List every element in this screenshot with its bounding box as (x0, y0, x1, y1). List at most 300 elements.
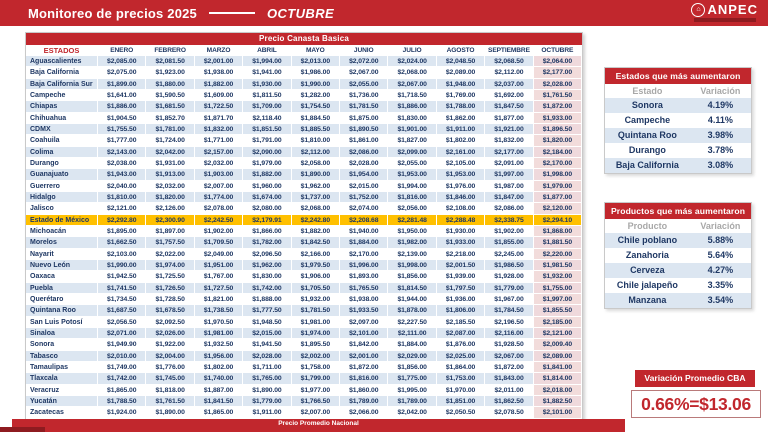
price-cell: $2,032.00 (146, 181, 194, 192)
price-cell: $1,788.50 (98, 396, 146, 407)
state-cell: Michoacán (26, 226, 98, 237)
price-cell: $1,755.50 (98, 124, 146, 135)
price-cell: $1,962.00 (243, 260, 291, 271)
products-increase-panel (604, 202, 752, 309)
products-panel-title: Productos que más aumentaron (605, 203, 751, 219)
price-cell: $1,847.00 (485, 192, 533, 203)
price-cell: $2,050.50 (437, 407, 485, 418)
price-cell: $2,218.00 (437, 249, 485, 260)
price-cell: $1,977.00 (292, 385, 340, 396)
price-cell: $2,120.00 (534, 203, 582, 214)
logo-tagline-strip (694, 18, 756, 22)
price-cell: $1,846.00 (437, 192, 485, 203)
price-cell: $1,821.00 (195, 294, 243, 305)
price-cell: $2,068.50 (485, 56, 533, 67)
price-cell: $1,865.00 (195, 407, 243, 418)
price-cell: $1,757.50 (146, 237, 194, 248)
price-cell: $1,678.50 (146, 305, 194, 316)
table-row (26, 203, 582, 214)
price-cell: $1,765.50 (340, 283, 388, 294)
column-header-febrero: FEBRERO (146, 45, 194, 56)
panel-label: Durango (628, 145, 666, 155)
panel-row (605, 98, 751, 113)
price-cell: $2,001.50 (437, 260, 485, 271)
price-cell: $2,078.50 (485, 407, 533, 418)
price-cell: $1,855.50 (534, 305, 582, 316)
table-row (26, 113, 582, 124)
price-cell: $2,007.00 (292, 407, 340, 418)
price-cell: $1,842.50 (292, 237, 340, 248)
price-cell: $1,877.00 (485, 113, 533, 124)
price-cell: $2,288.48 (437, 215, 485, 226)
state-cell: CDMX (26, 124, 98, 135)
price-cell: $2,089.00 (437, 67, 485, 78)
price-cell: $1,882.00 (195, 79, 243, 90)
price-cell: $2,040.00 (98, 181, 146, 192)
price-cell: $1,740.00 (195, 373, 243, 384)
table-row (26, 362, 582, 373)
price-cell: $1,851.50 (243, 124, 291, 135)
state-cell: Aguascalientes (26, 56, 98, 67)
price-cell: $1,890.50 (340, 124, 388, 135)
price-cell: $1,994.00 (243, 56, 291, 67)
price-cell: $1,871.70 (195, 113, 243, 124)
price-cell: $2,281.48 (388, 215, 436, 226)
price-cell: $1,886.00 (388, 101, 436, 112)
panel-value: 5.88% (707, 235, 734, 245)
products-panel-col-variacion: Variación (700, 221, 741, 231)
table-row (26, 351, 582, 362)
price-cell: $2,121.00 (98, 203, 146, 214)
state-cell: Durango (26, 158, 98, 169)
price-cell: $1,832.00 (195, 124, 243, 135)
price-cell: $1,997.00 (485, 169, 533, 180)
price-cell: $2,025.00 (437, 351, 485, 362)
table-row (26, 373, 582, 384)
price-cell: $1,990.00 (292, 79, 340, 90)
price-cell: $2,011.00 (485, 385, 533, 396)
price-cell: $1,895.50 (292, 339, 340, 350)
price-cell: $1,960.00 (243, 181, 291, 192)
column-header-junio: JUNIO (340, 45, 388, 56)
price-cell: $2,300.90 (146, 215, 194, 226)
column-header-julio: JULIO (388, 45, 436, 56)
price-cell: $2,101.00 (340, 328, 388, 339)
price-cell: $1,886.00 (98, 101, 146, 112)
price-cell: $2,090.00 (243, 147, 291, 158)
price-cell: $2,042.00 (146, 147, 194, 158)
table-row (26, 124, 582, 135)
price-cell: $2,196.50 (485, 317, 533, 328)
price-cell: $2,116.00 (485, 328, 533, 339)
price-table (25, 32, 583, 420)
table-row (26, 249, 582, 260)
price-cell: $1,885.50 (292, 124, 340, 135)
price-cell: $1,781.50 (292, 305, 340, 316)
price-cell: $1,997.00 (534, 294, 582, 305)
price-cell: $1,953.00 (437, 169, 485, 180)
price-cell: $2,111.00 (388, 328, 436, 339)
price-cell: $1,888.00 (243, 294, 291, 305)
price-cell: $1,967.00 (485, 294, 533, 305)
price-cell: $1,738.50 (195, 305, 243, 316)
price-cell: $1,878.00 (388, 305, 436, 316)
price-cell: $1,806.00 (437, 305, 485, 316)
price-cell: $1,882.00 (292, 226, 340, 237)
price-cell: $1,725.50 (146, 271, 194, 282)
price-cell: $1,930.00 (437, 226, 485, 237)
price-cell: $1,711.00 (243, 362, 291, 373)
price-cell: $1,782.00 (243, 237, 291, 248)
price-cell: $1,776.00 (146, 362, 194, 373)
price-cell: $2,042.00 (388, 407, 436, 418)
price-cell: $2,067.00 (340, 67, 388, 78)
price-cell: $2,022.00 (146, 249, 194, 260)
price-cell: $1,856.00 (388, 271, 436, 282)
price-cell: $1,820.00 (534, 135, 582, 146)
price-cell: $1,784.50 (485, 305, 533, 316)
price-cell: $2,185.00 (534, 317, 582, 328)
price-cell: $1,865.00 (98, 385, 146, 396)
price-cell: $1,724.00 (146, 135, 194, 146)
price-cell: $2,242.80 (292, 215, 340, 226)
price-cell: $1,753.00 (437, 373, 485, 384)
panel-value: 4.19% (707, 100, 734, 110)
price-cell: $2,009.40 (534, 339, 582, 350)
price-cell: $1,930.00 (243, 79, 291, 90)
table-row (26, 305, 582, 316)
price-cell: $2,179.91 (243, 215, 291, 226)
price-cell: $1,855.00 (485, 237, 533, 248)
price-cell: $1,736.00 (340, 90, 388, 101)
price-cell: $1,781.50 (340, 101, 388, 112)
price-cell: $2,121.00 (534, 328, 582, 339)
state-cell: Guerrero (26, 181, 98, 192)
state-cell: Sonora (26, 339, 98, 350)
price-cell: $2,292.80 (98, 215, 146, 226)
table-row (26, 339, 582, 350)
price-cell: $1,943.00 (98, 169, 146, 180)
table-row (26, 158, 582, 169)
price-cell: $1,933.00 (437, 237, 485, 248)
price-cell: $1,936.00 (437, 294, 485, 305)
price-cell: $2,049.00 (195, 249, 243, 260)
price-cell: $1,979.50 (292, 260, 340, 271)
price-cell: $2,056.50 (98, 317, 146, 328)
price-cell: $1,692.00 (485, 90, 533, 101)
panel-label: Zanahoria (625, 250, 669, 260)
price-cell: $1,820.00 (146, 192, 194, 203)
price-cell: $1,979.00 (243, 158, 291, 169)
table-row (26, 226, 582, 237)
price-cell: $1,830.00 (243, 271, 291, 282)
price-cell: $1,718.50 (388, 90, 436, 101)
price-cell: $1,609.00 (195, 90, 243, 101)
column-header-septiembre: SEPTIEMBRE (485, 45, 533, 56)
price-cell: $1,976.00 (437, 181, 485, 192)
price-cell: $1,974.00 (146, 260, 194, 271)
price-cell: $1,856.00 (388, 362, 436, 373)
price-cell: $1,897.00 (146, 226, 194, 237)
price-cell: $1,954.00 (340, 169, 388, 180)
price-cell: $2,001.00 (340, 351, 388, 362)
title-dash (209, 12, 255, 15)
price-cell: $2,028.00 (534, 79, 582, 90)
price-cell: $1,761.50 (534, 90, 582, 101)
price-table-body (26, 56, 582, 419)
price-cell: $1,779.00 (243, 396, 291, 407)
panel-row (605, 233, 751, 248)
price-cell: $2,091.00 (485, 158, 533, 169)
price-cell: $1,880.00 (146, 79, 194, 90)
states-panel-col-variacion: Variación (700, 86, 741, 96)
table-row (26, 271, 582, 282)
table-header-row (26, 45, 582, 56)
table-row (26, 396, 582, 407)
price-cell: $1,931.00 (146, 158, 194, 169)
house-circle-icon: ⌂ (691, 3, 705, 17)
anpec-logo (691, 2, 758, 22)
price-cell: $1,755.00 (534, 283, 582, 294)
price-cell: $2,185.50 (437, 317, 485, 328)
price-cell: $2,099.00 (388, 147, 436, 158)
price-cell: $1,722.50 (195, 101, 243, 112)
price-cell: $1,923.00 (146, 67, 194, 78)
panel-label: Cerveza (630, 265, 665, 275)
state-cell: Quintana Roo (26, 305, 98, 316)
price-cell: $1,745.00 (146, 373, 194, 384)
price-cell: $1,789.00 (340, 396, 388, 407)
panel-value: 4.27% (707, 265, 734, 275)
price-cell: $1,816.00 (340, 373, 388, 384)
price-cell: $1,902.00 (195, 226, 243, 237)
price-cell: $2,177.00 (485, 147, 533, 158)
state-cell: San Luis Potosí (26, 317, 98, 328)
price-cell: $1,841.50 (195, 396, 243, 407)
current-month-label: OCTUBRE (267, 5, 335, 21)
price-cell: $1,942.50 (98, 271, 146, 282)
price-cell: $1,951.00 (195, 260, 243, 271)
price-cell: $1,767.00 (195, 271, 243, 282)
price-cell: $1,872.00 (534, 101, 582, 112)
state-cell: Baja California Sur (26, 79, 98, 90)
price-cell: $2,074.00 (340, 203, 388, 214)
price-cell: $1,847.50 (485, 101, 533, 112)
price-cell: $1,887.00 (195, 385, 243, 396)
price-cell: $1,590.50 (146, 90, 194, 101)
price-cell: $1,754.50 (292, 101, 340, 112)
price-cell: $1,911.00 (243, 407, 291, 418)
column-header-octubre: OCTUBRE (534, 45, 582, 56)
state-cell: Sinaloa (26, 328, 98, 339)
panel-value: 3.78% (707, 145, 734, 155)
price-cell: $1,814.50 (388, 283, 436, 294)
price-cell: $1,994.00 (388, 181, 436, 192)
state-cell: Jalisco (26, 203, 98, 214)
price-cell: $1,818.00 (146, 385, 194, 396)
cba-variation-title: Variación Promedio CBA (635, 370, 755, 387)
table-row (26, 101, 582, 112)
price-cell: $2,028.00 (243, 351, 291, 362)
table-row (26, 169, 582, 180)
price-cell: $2,015.00 (243, 328, 291, 339)
price-cell: $2,096.50 (243, 249, 291, 260)
price-cell: $1,884.00 (388, 339, 436, 350)
price-cell: $2,139.00 (388, 249, 436, 260)
price-cell: $1,904.50 (98, 113, 146, 124)
price-cell: $1,944.00 (388, 294, 436, 305)
panel-label: Sonora (631, 100, 663, 110)
price-cell: $1,941.50 (243, 339, 291, 350)
price-cell: $2,208.68 (340, 215, 388, 226)
price-cell: $1,752.00 (340, 192, 388, 203)
state-cell: Tabasco (26, 351, 98, 362)
state-cell: Veracruz (26, 385, 98, 396)
price-cell: $2,064.00 (534, 56, 582, 67)
price-cell: $1,882.50 (534, 396, 582, 407)
price-cell: $1,872.00 (340, 362, 388, 373)
price-cell: $1,827.00 (388, 135, 436, 146)
price-cell: $1,797.50 (437, 283, 485, 294)
cba-variation-value: 0.66%=$13.06 (631, 390, 761, 418)
panel-value: 3.54% (707, 295, 734, 305)
price-cell: $1,765.00 (243, 373, 291, 384)
price-cell: $1,995.00 (388, 385, 436, 396)
price-cell: $1,709.50 (195, 237, 243, 248)
price-cell: $1,906.00 (292, 271, 340, 282)
price-cell: $1,911.00 (437, 124, 485, 135)
price-cell: $2,105.00 (437, 158, 485, 169)
price-cell: $1,948.50 (243, 317, 291, 328)
price-cell: $2,338.75 (485, 215, 533, 226)
price-cell: $2,220.00 (534, 249, 582, 260)
price-cell: $2,024.00 (388, 56, 436, 67)
price-cell: $1,881.50 (534, 237, 582, 248)
price-cell: $2,067.00 (388, 79, 436, 90)
price-cell: $1,998.00 (388, 260, 436, 271)
price-cell: $1,890.00 (146, 407, 194, 418)
column-header-abril: ABRIL (243, 45, 291, 56)
price-cell: $1,766.50 (292, 396, 340, 407)
price-cell: $2,177.00 (534, 67, 582, 78)
panel-label: Quintana Roo (617, 130, 677, 140)
price-cell: $1,998.00 (534, 169, 582, 180)
panel-label: Campeche (624, 115, 671, 125)
price-cell: $2,055.00 (388, 158, 436, 169)
column-header-mayo: MAYO (292, 45, 340, 56)
table-row (26, 67, 582, 78)
panel-value: 3.08% (707, 160, 734, 170)
footer-corner-block (0, 427, 45, 432)
price-cell: $1,986.50 (485, 260, 533, 271)
price-cell: $2,067.00 (485, 351, 533, 362)
state-cell: Tlaxcala (26, 373, 98, 384)
price-cell: $2,071.00 (98, 328, 146, 339)
state-cell: Hidalgo (26, 192, 98, 203)
table-row (26, 260, 582, 271)
price-cell: $2,157.00 (195, 147, 243, 158)
table-row (26, 283, 582, 294)
price-cell: $1,893.00 (340, 271, 388, 282)
price-cell: $1,940.00 (340, 226, 388, 237)
price-cell: $2,227.50 (388, 317, 436, 328)
price-cell: $1,902.00 (485, 226, 533, 237)
price-cell: $1,761.50 (146, 396, 194, 407)
price-cell: $1,851.00 (437, 396, 485, 407)
price-cell: $1,727.50 (195, 283, 243, 294)
price-cell: $2,066.00 (340, 407, 388, 418)
price-cell: $1,981.00 (195, 328, 243, 339)
price-cell: $1,781.00 (146, 124, 194, 135)
price-cell: $1,742.00 (243, 283, 291, 294)
price-cell: $1,662.50 (98, 237, 146, 248)
table-row (26, 215, 582, 226)
price-cell: $2,112.00 (292, 147, 340, 158)
price-cell: $2,002.00 (292, 351, 340, 362)
price-cell: $2,068.00 (292, 203, 340, 214)
price-cell: $1,674.00 (243, 192, 291, 203)
price-cell: $1,949.90 (98, 339, 146, 350)
price-cell: $1,816.00 (388, 192, 436, 203)
price-cell: $1,814.00 (534, 373, 582, 384)
price-cell: $1,860.00 (340, 385, 388, 396)
price-cell: $1,982.00 (388, 237, 436, 248)
table-row (26, 79, 582, 90)
panel-row (605, 248, 751, 263)
price-cell: $1,872.00 (485, 362, 533, 373)
products-panel-header (605, 219, 751, 233)
state-cell: Chiapas (26, 101, 98, 112)
price-cell: $1,777.50 (243, 305, 291, 316)
price-cell: $2,038.00 (98, 158, 146, 169)
table-title: Precio Canasta Basica (26, 33, 582, 45)
price-cell: $2,080.00 (243, 203, 291, 214)
price-cell: $1,749.00 (98, 362, 146, 373)
state-cell: Estado de México (26, 215, 98, 226)
price-cell: $2,004.00 (146, 351, 194, 362)
price-cell: $1,901.00 (388, 124, 436, 135)
price-cell: $2,018.00 (534, 385, 582, 396)
price-cell: $1,922.00 (146, 339, 194, 350)
price-cell: $2,089.00 (534, 351, 582, 362)
price-cell: $2,143.00 (98, 147, 146, 158)
price-cell: $2,087.00 (437, 328, 485, 339)
state-cell: Baja California (26, 67, 98, 78)
price-cell: $1,941.00 (243, 67, 291, 78)
state-cell: Querétaro (26, 294, 98, 305)
price-cell: $1,921.00 (485, 124, 533, 135)
price-cell: $2,007.00 (195, 181, 243, 192)
page-title: Monitoreo de precios 2025 (28, 5, 197, 21)
price-cell: $1,687.50 (98, 305, 146, 316)
column-header-estados: ESTADOS (26, 45, 98, 56)
price-cell: $1,899.00 (98, 79, 146, 90)
price-cell: $2,058.00 (292, 158, 340, 169)
price-cell: $2,013.00 (292, 56, 340, 67)
price-cell: $1,802.00 (437, 135, 485, 146)
price-cell: $1,875.00 (340, 113, 388, 124)
state-cell: Morelos (26, 237, 98, 248)
price-cell: $1,924.00 (98, 407, 146, 418)
price-cell: $1,876.00 (437, 339, 485, 350)
price-cell: $1,933.00 (534, 113, 582, 124)
panel-value: 4.11% (707, 115, 733, 125)
price-cell: $1,862.00 (437, 113, 485, 124)
price-cell: $1,981.50 (534, 260, 582, 271)
price-cell: $1,913.00 (146, 169, 194, 180)
price-cell: $2,056.00 (388, 203, 436, 214)
price-cell: $1,970.00 (437, 385, 485, 396)
